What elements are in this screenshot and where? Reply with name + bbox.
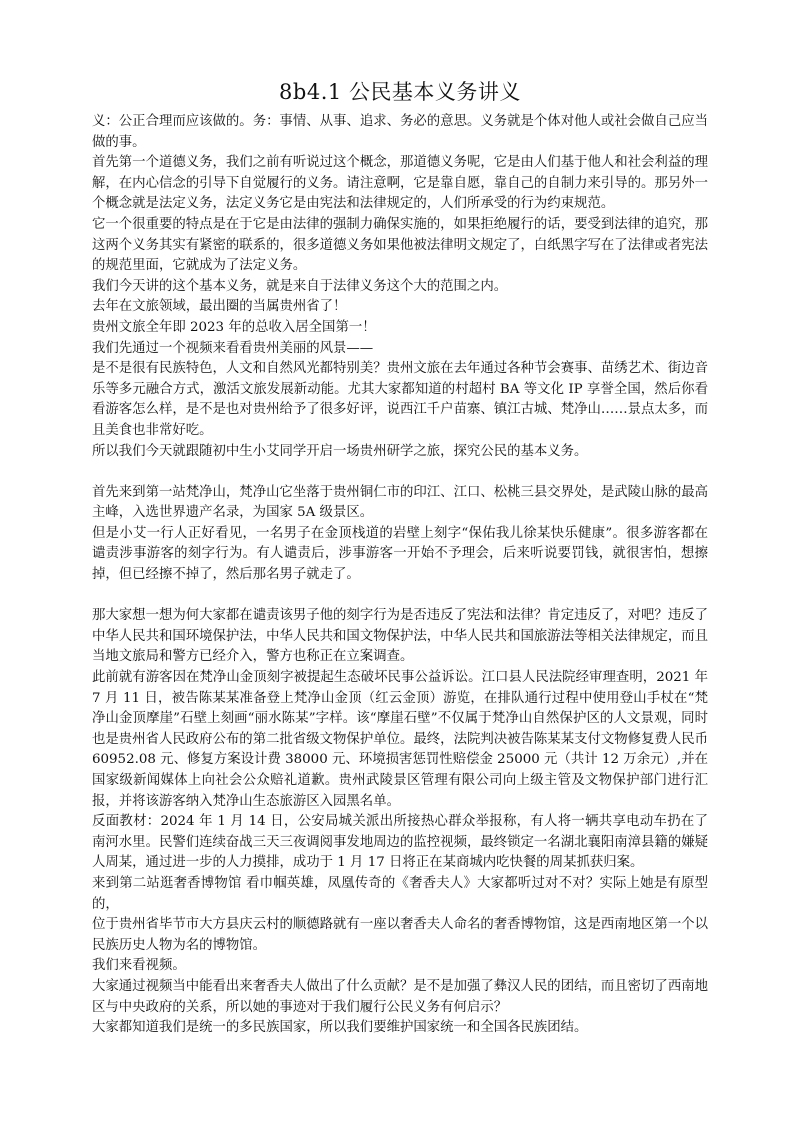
paragraph-guizhou-revenue: 贵州文旅全年即 2023 年的总收入居全国第一！ xyxy=(92,319,376,335)
paragraph-gap xyxy=(92,586,708,607)
paragraph-law-violation: 那大家想一想为何大家都在谴责该男子他的刻字行为是否违反了宪法和法律？肯定违反了，对吧？违反了中华人民共和国环境保护法，中华人民共和国文物保护法，中华人民共和国旅游法等相关法律规定，而且当地文旅局和警方已经介入，警方也称正在立案调查。 xyxy=(92,608,708,665)
paragraph-court-case: 此前就有游客因在梵净山金顶刻字被提起生态破坏民事公益诉讼。江口县人民法院经审理查明，2021 年 7 月 11 日，被告陈某某准备登上梵净山金顶（红云金顶）游览，在排队通行过程中使用登山手杖在“梵净山金顶摩崖”石壁上刻画“丽水陈某”字样。该“摩崖石壁”不仅属于梵净山自然保护区的人文景观，同时也是贵州省人民政府公布的第二批省级文物保护单位。最终，法院判决被告陈某某支付文物修复费人民币 60952.08 元、修复方案设计费 38000 元、环境损害惩罚性赔偿金 25000 元（共计 12 万余元）,并在国家级新闻媒体上向社会公众赔礼道歉。贵州武陵景区管理有限公司向上级主管及文物保护部门进行汇报，并将该游客纳入梵净山生态旅游区入园黑名单。 xyxy=(92,670,708,809)
paragraph-moral-duty: 首先第一个道德义务，我们之前有听说过这个概念，那道德义务呢，它是由人们基于他人和社会利益的理解，在内心信念的引导下自觉履行的义务。请注意啊，它是靠自愿，靠自己的自制力来引导的。那另外一个概念就是法定义务，法定义务它是由宪法和法律规定的，人们所承受的行为约束规范。 xyxy=(92,155,708,212)
paragraph-study-trip: 所以我们今天就跟随初中生小艾同学开启一场贵州研学之旅，探究公民的基本义务。 xyxy=(92,443,588,459)
document-title: 8b4.1 公民基本义务讲义 xyxy=(279,80,521,104)
paragraph-contribution: 大家通过视频当中能看出来奢香夫人做出了什么贡献？是不是加强了彝汉人民的团结，而且密切了西南地区与中央政府的关系，所以她的事迹对于我们履行公民义务有何启示？ xyxy=(92,978,708,1015)
paragraph-guizhou-tourism: 去年在文旅领域，最出圈的当属贵州省了！ xyxy=(92,299,347,315)
paragraph-video-intro: 我们先通过一个视频来看看贵州美丽的风景—— xyxy=(92,340,374,356)
paragraph-watch-video: 我们来看视频。 xyxy=(92,958,186,974)
paragraph-unity: 大家都知道我们是统一的多民族国家，所以我们要维护国家统一和全国各民族团结。 xyxy=(92,1020,588,1036)
paragraph-definition: 义：公正合理而应该做的。务：事情、从事、追求、务必的意思。义务就是个体对他人或社会做自己应当做的事。 xyxy=(92,114,708,150)
paragraph-second-stop: 来到第二站逛奢香博物馆 看巾帼英雄，凤凰传奇的《奢香夫人》大家都听过对不对？实际上她是有原型的， xyxy=(92,875,708,912)
paragraph-gap xyxy=(92,462,708,483)
paragraph-basic-duty: 我们今天讲的这个基本义务，就是来自于法律义务这个大的范围之内。 xyxy=(92,278,508,294)
paragraph-museum: 位于贵州省毕节市大方县庆云村的顺德路就有一座以奢香夫人命名的奢香博物馆，这是西南地区第一个以民族历史人物为名的博物馆。 xyxy=(92,917,708,953)
paragraph-fanjingshan: 首先来到第一站梵净山，梵净山它坐落于贵州铜仁市的印江、江口、松桃三县交界处，是武陵山脉的最高主峰，入选世界遗产名录，为国家 5A 级景区。 xyxy=(92,484,708,521)
paragraph-legal-duty-feature: 它一个很重要的特点是在于它是由法律的强制力确保实施的，如果拒绝履行的话，要受到法律的追究，那这两个义务其实有紧密的联系的，很多道德义务如果他被法律明文规定了，白纸黑字写在了法律或者宪法的规范里面，它就成为了法定义务。 xyxy=(92,216,708,274)
document-body xyxy=(92,112,708,1039)
paragraph-negative-example: 反面教材：2024 年 1 月 14 日，公安局城关派出所接热心群众举报称，有人将一辆共享电动车扔在了南河水里。民警们连续奋战三天三夜调阅事发地周边的监控视频，最终锁定一名湖北襄阳南漳县籍的嫌疑人周某，通过进一步的人力摸排，成功于 1 月 17 日将正在某商城内吃快餐的周某抓获归案。 xyxy=(92,814,708,871)
paragraph-carving-incident: 但是小艾一行人正好看见，一名男子在金顶栈道的岩壁上刻字“保佑我儿徐某快乐健康”。很多游客都在谴责涉事游客的刻字行为。有人谴责后，涉事游客一开始不予理会，后来听说要罚钱，就很害怕，想擦掉，但已经擦不掉了，然后那名男子就走了。 xyxy=(92,525,708,583)
paragraph-guizhou-features: 是不是很有民族特色，人文和自然风光都特别美？贵州文旅在去年通过各种节会赛事、苗绣艺术、街边音乐等多元融合方式，激活文旅发展新动能。尤其大家都知道的村超村 BA 等文化 IP 享誉全国，然后你看看游客怎么样，是不是也对贵州给予了很多好评，说西江千户苗寨、镇江古城、梵净山……景点太多，而且美食也非常好吃。 xyxy=(92,361,708,438)
